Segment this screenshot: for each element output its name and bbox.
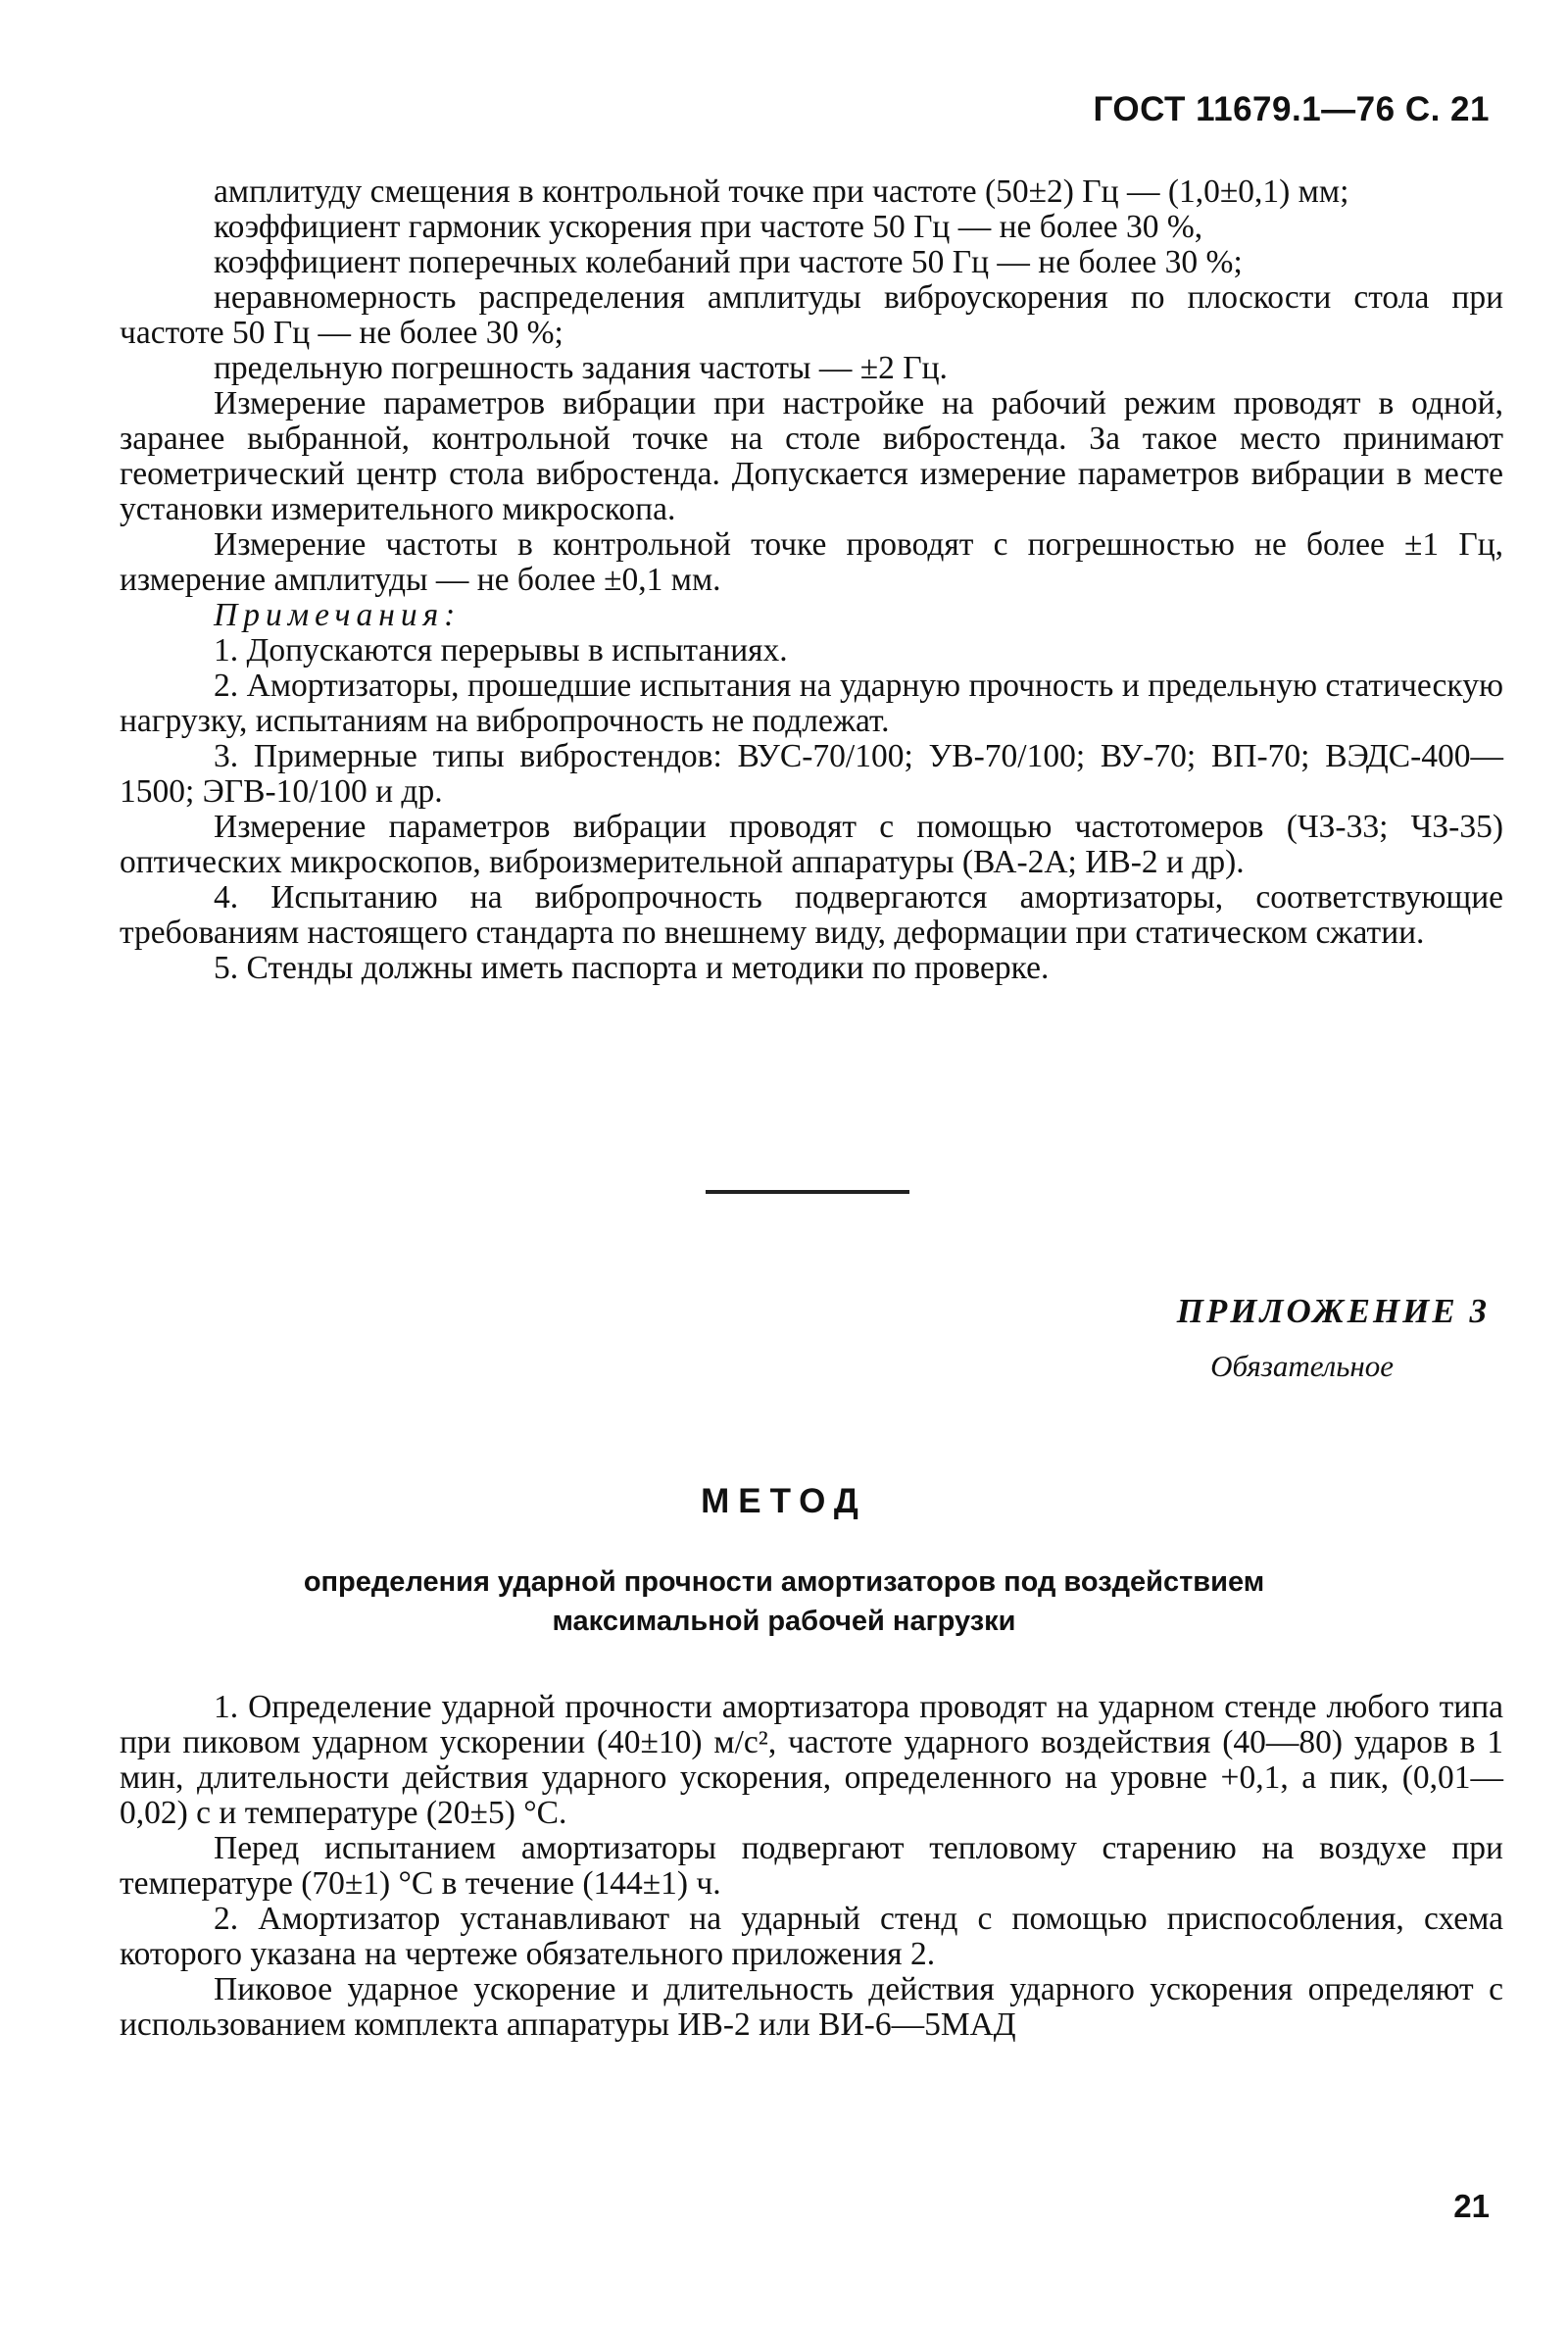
paragraph-frequency-measurement: Измерение частоты в контрольной точке проводят с погрешностью не более ±1 Гц, измерение амплитуды — не более ±0,1 мм. [120, 526, 1503, 598]
method-subtitle-line-2: максимальной рабочей нагрузки [552, 1606, 1016, 1637]
paragraph-mounting: 2. Амортизатор устанавливают на ударный стенд с помощью приспособления, схема которого указана на чертеже обязательного приложения 2. [120, 1901, 1503, 1972]
paragraph-measurement: Измерение параметров вибрации при настройке на рабочий режим проводят в одной, заранее выбранной, контрольной точке на столе вибростенда. За такое место принимают геометрический центр стола вибростенда. Допускается измерение параметров вибрации в месте установки измерительного микроскопа. [120, 385, 1503, 527]
top-text-section [120, 174, 1503, 986]
section-divider [706, 1190, 909, 1194]
paragraph-transverse: коэффициент поперечных колебаний при частоте 50 Гц — не более 30 %; [214, 244, 1243, 280]
paragraph-nonuniformity: неравномерность распределения амплитуды виброускорения по плоскости стола при частоте 50 Гц — не более 30 %; [120, 279, 1503, 351]
page-number: 21 [1453, 2188, 1490, 2224]
bottom-text-section [120, 1690, 1503, 2043]
notes-label: Примечания: [214, 597, 462, 633]
note-1: 1. Допускаются перерывы в испытаниях. [214, 632, 788, 668]
note-5: 5. Стенды должны иметь паспорта и методики по проверке. [214, 950, 1050, 986]
appendix-title: ПРИЛОЖЕНИЕ 3 [1176, 1292, 1490, 1330]
note-4: 4. Испытанию на вибропрочность подвергаются амортизаторы, соответствующие требованиям настоящего стандарта по внешнему виду, деформации при статическом сжатии. [120, 879, 1503, 951]
method-subtitle-line-1: определения ударной прочности амортизаторов под воздействием [303, 1566, 1265, 1598]
paragraph-amplitude: амплитуду смещения в контрольной точке при частоте (50±2) Гц — (1,0±0,1) мм; [214, 173, 1349, 210]
paragraph-peak-acceleration: Пиковое ударное ускорение и длительность действия ударного ускорения определяют с использованием комплекта аппаратуры ИВ-2 или ВИ-6—5МАД [120, 1971, 1503, 2043]
note-3-continued: Измерение параметров вибрации проводят с помощью частотомеров (ЧЗ-33; ЧЗ-35) оптических микроскопов, виброизмерительной аппаратуры (ВА-2А; ИВ-2 и др). [120, 809, 1503, 880]
paragraph-frequency-error: предельную погрешность задания частоты — ±2 Гц. [214, 350, 948, 386]
note-2: 2. Амортизаторы, прошедшие испытания на ударную прочность и предельную статическую нагрузку, испытаниям на вибропрочность не подлежат. [120, 668, 1503, 739]
running-header: ГОСТ 11679.1—76 С. 21 [1093, 90, 1490, 128]
paragraph-thermal-aging: Перед испытанием амортизаторы подвергают тепловому старению на воздухе при температуре (70±1) °С в течение (144±1) ч. [120, 1830, 1503, 1902]
appendix-status: Обязательное [1210, 1349, 1394, 1383]
method-title: МЕТОД [701, 1482, 867, 1520]
note-3: 3. Примерные типы вибростендов: ВУС-70/100; УВ-70/100; ВУ-70; ВП-70; ВЭДС-400—1500; ЭГВ-10/100 и др. [120, 738, 1503, 810]
paragraph-shock-definition: 1. Определение ударной прочности амортизатора проводят на ударном стенде любого типа при пиковом ударном ускорении (40±10) м/с², частоте ударного воздействия (40—80) ударов в 1 мин, длительности действия ударного ускорения, определенного на уровне +0,1, а пик, (0,01—0,02) с и температуре (20±5) °С. [120, 1689, 1503, 1831]
paragraph-harmonics: коэффициент гармоник ускорения при частоте 50 Гц — не более 30 %, [214, 209, 1203, 245]
method-subtitle [0, 1562, 1568, 1641]
